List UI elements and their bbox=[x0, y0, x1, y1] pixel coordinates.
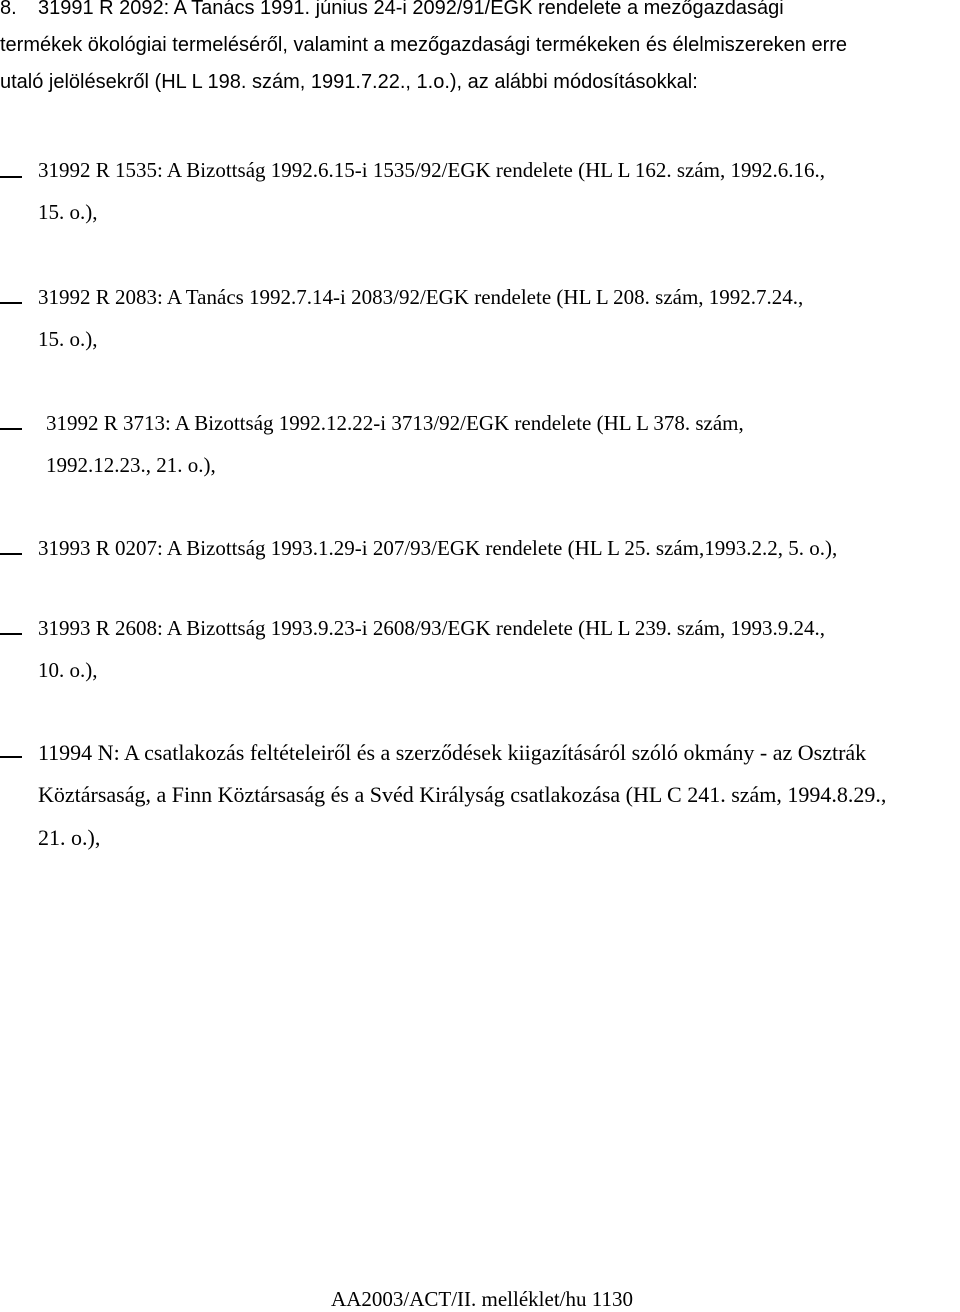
intro-line-3: utaló jelölésekről (HL L 198. szám, 1991.7.22., 1.o.), az alábbi módosításokkal: bbox=[0, 71, 698, 93]
item-line-1: 31993 R 2608: A Bizottság 1993.9.23-i 2608/93/EGK rendelete (HL L 239. szám, 1993.9.24., bbox=[38, 616, 826, 640]
item-number: 8. bbox=[0, 0, 17, 19]
intro-line-2: termékek ökológiai termeléséről, valamint a mezőgazdasági termékeken és élelmiszereken erre bbox=[0, 34, 848, 56]
item-line-2: 15. o.), bbox=[38, 200, 98, 224]
item-line-1: 31993 R 0207: A Bizottság 1993.1.29-i 207/93/EGK rendelete (HL L 25. szám,1993.2.2, 5. o.), bbox=[38, 536, 838, 560]
item-line-1: 11994 N: A csatlakozás feltételeiről és a szerződések kiigazításáról szóló okmány - az Osztrák bbox=[38, 740, 867, 765]
dash-bullet bbox=[0, 428, 22, 430]
item-line-2: Köztársaság, a Finn Köztársaság és a Svéd Királyság csatlakozása (HL C 241. szám, 1994.8.29., bbox=[38, 782, 887, 807]
dash-bullet bbox=[0, 633, 22, 635]
intro-line-1: 31991 R 2092: A Tanács 1991. június 24-i 2092/91/EGK rendelete a mezőgazdasági bbox=[38, 0, 784, 19]
dash-bullet bbox=[0, 553, 22, 555]
footer-reference: AA2003/ACT/II. melléklet/hu 1130 bbox=[331, 1287, 633, 1311]
dash-bullet bbox=[0, 302, 22, 304]
dash-bullet bbox=[0, 176, 22, 178]
page-footer bbox=[0, 1287, 960, 1312]
item-line-2: 10. o.), bbox=[38, 658, 98, 682]
dash-bullet bbox=[0, 756, 22, 758]
item-line-1: 31992 R 3713: A Bizottság 1992.12.22-i 3713/92/EGK rendelete (HL L 378. szám, bbox=[46, 411, 744, 435]
item-line-1: 31992 R 1535: A Bizottság 1992.6.15-i 1535/92/EGK rendelete (HL L 162. szám, 1992.6.16., bbox=[38, 158, 826, 182]
item-line-2: 1992.12.23., 21. o.), bbox=[46, 453, 216, 477]
item-line-3: 21. o.), bbox=[38, 825, 101, 850]
item-line-1: 31992 R 2083: A Tanács 1992.7.14-i 2083/92/EGK rendelete (HL L 208. szám, 1992.7.24., bbox=[38, 285, 804, 309]
item-line-2: 15. o.), bbox=[38, 327, 98, 351]
